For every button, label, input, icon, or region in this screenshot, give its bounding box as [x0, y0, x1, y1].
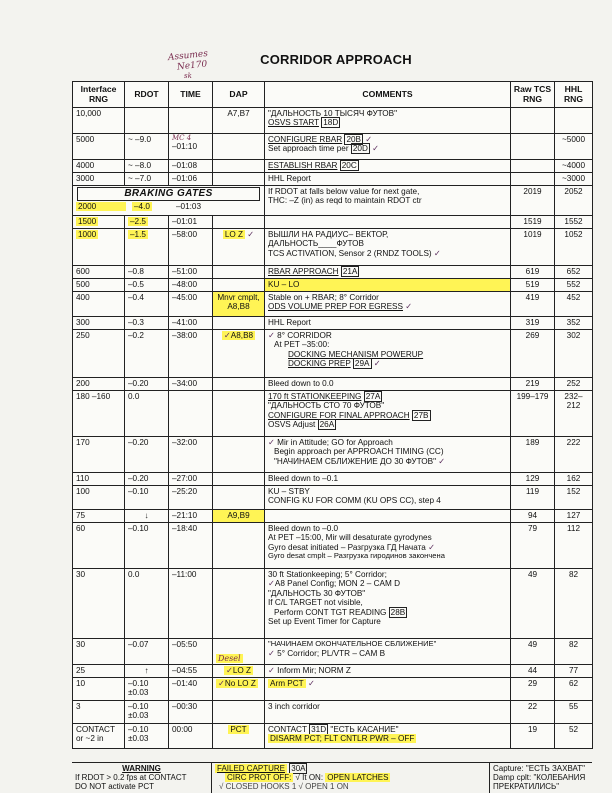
table-row: CONTACT or ~2 in –0.10 ±0.03 00:00 PCT CONTACT 31D "ЕСТЬ КАСАНИЕ" DISARM PCT; FLT CNTLR PWR – OFF 19 52	[73, 724, 593, 749]
check-mark-icon: ✓	[268, 437, 275, 447]
table-row: 4000 ~ –8.0 –01:08 ESTABLISH RBAR 20C ~4000	[73, 160, 593, 173]
check-mark-icon: ✓	[307, 678, 315, 688]
header-hhl: HHL RNG	[555, 82, 593, 108]
capture-box: Capture: "ЕСТЬ ЗАХВАТ" Damp cplt: "КОЛЕБАНИЯ ПРЕКРАТИЛИСЬ"	[493, 764, 586, 791]
table-row: 110 –0.20 –27:00 Bleed down to –0.1 129 162	[73, 473, 593, 486]
table-row: 300 –0.3 –41:00 HHL Report 319 352	[73, 317, 593, 330]
handwritten-annotation: Ne170	[176, 59, 208, 73]
header-time: TIME	[169, 82, 213, 108]
table-row: BRAKING GATES 2000 –4.0 –01:03 If RDOT at falls below value for next gate, THC: –Z (in) as reqd to maintain RDOT ctr 2019 2052	[73, 186, 593, 216]
table-header	[73, 82, 593, 108]
procedure-table	[72, 81, 593, 749]
table-row: 200 –0.20 –34:00 Bleed down to 0.0 219 252	[73, 378, 593, 391]
table-row: 250 –0.2 –38:00 ✓A8,B8 ✓ 8° CORRIDOR At PET –35:00: DOCKING MECHANISM POWERUP DOCKING PREP 29A ✓ 269 302	[73, 330, 593, 378]
table-row: 400 –0.4 –45:00 Mnvr cmplt, A8,B8 Stable on + RBAR; 8° Corridor ODS VOLUME PREP FOR EGRESS ✓ 419 452	[73, 292, 593, 317]
table-row: 10 –0.10 ±0.03 –01:40 ✓No LO Z Arm PCT ✓ 29 62	[73, 678, 593, 701]
table-row: 30 0.0 –11:00 30 ft Stationkeeping; 5° Corridor; ✓A8 Panel Config; MON 2 – CAM D "ДАЛЬНОСТЬ 30 ФУТОВ" If C/L TARGET not visible, Perform CONT TGT READING 28B Set up Event Timer for Capture 49 82	[73, 569, 593, 639]
warning-box: WARNING If RDOT > 0.2 fps at CONTACT DO NOT activate PCT	[72, 763, 212, 793]
table-row: 600 –0.8 –51:00 RBAR APPROACH 21A 619 652	[73, 266, 593, 279]
header-comments: COMMENTS	[265, 82, 511, 108]
table-row: 3 –0.10 ±0.03 –00:30 3 inch corridor 22 55	[73, 701, 593, 724]
table-row: 500 –0.5 –48:00 KU – LO 519 552	[73, 279, 593, 292]
table-row: 100 –0.10 –25:20 KU – STBY CONFIG KU FOR COMM (KU OPS CC), step 4 119 152	[73, 486, 593, 510]
table-row: 5000 ~ –9.0 MC 4 –01:10 CONFIGURE RBAR 20B ✓ Set approach time per 20D ✓ ~5000	[73, 134, 593, 160]
cell-rng: 10,000	[73, 108, 125, 134]
check-mark-icon: ✓	[268, 330, 275, 340]
header-raw: Raw TCS RNG	[511, 82, 555, 108]
header-rng: Interface RNG	[73, 82, 125, 108]
table-row: 75 ↓ –21:10 A9,B9 94 127	[73, 510, 593, 523]
check-mark-icon: ✓	[223, 330, 231, 340]
table-row: 30 –0.07 –05:50 Desel "НАЧИНАЕМ ОКОНЧАТЕЛЬНОЕ СБЛИЖЕНИЕ" ✓ 5° Corridor; PL/VTR – CAM B 49 82	[73, 639, 593, 665]
table-row: 170 –0.20 –32:00 ✓ Mir in Attitude; GO for Approach Begin approach per APPROACH TIMING (CC) "НАЧИНАЕМ СБЛИЖЕНИЕ ДО 30 ФУТОВ" ✓ 189 222	[73, 437, 593, 473]
cell-dap: A7,B7	[213, 108, 265, 134]
check-mark-icon: ✓	[433, 247, 441, 258]
table-row: 25 ↑ –04:55 ✓LO Z ✓ Inform Mir; NORM Z 44 77	[73, 665, 593, 678]
page-title: CORRIDOR APPROACH	[260, 52, 412, 67]
footer-panel	[72, 762, 592, 793]
cell-comments: "ДАЛЬНОСТЬ 10 ТЫСЯЧ ФУТОВ" OSVS START 18D	[265, 108, 511, 134]
check-mark-icon: ✓	[218, 678, 225, 688]
braking-gates-cell: BRAKING GATES 2000 –4.0 –01:03	[73, 186, 265, 216]
header-dap: DAP	[213, 82, 265, 108]
braking-gates-label: BRAKING GATES	[77, 187, 260, 201]
header-rdot: RDOT	[125, 82, 169, 108]
table-row: 60 –0.10 –18:40 Bleed down to –0.0 At PET –15:00, Mir will desaturate gyrodynes Gyro desat initiated – Разгрузка ГД Начата ✓ Gyro desat cmplt – Разгрузка гиродинов закончена 79 112	[73, 523, 593, 569]
check-mark-icon: ✓	[268, 647, 275, 658]
handwritten-annotation: Assumes	[167, 48, 209, 64]
failed-capture-box: FAILED CAPTURE 30A CIRC PROT OFF: √ It ON: OPEN LATCHES √ CLOSED HOOKS 1 √ OPEN 1 ON	[212, 763, 490, 793]
check-mark-icon: ✓	[268, 665, 275, 675]
table-row	[73, 108, 593, 134]
check-mark-icon: ✓	[438, 455, 446, 466]
check-mark-icon: ✓	[405, 301, 413, 312]
table-row: 1500 –2.5 –01:01 1519 1552	[73, 216, 593, 229]
check-mark-icon: ✓	[372, 143, 380, 154]
check-mark-icon: ✓	[268, 578, 275, 589]
check-mark-icon: ✓	[365, 134, 373, 144]
table-row: 180 –160 0.0 170 ft STATIONKEEPING 27A "ДАЛЬНОСТЬ СТО 70 ФУТОВ" CONFIGURE FOR FINAL APPROACH 27B OSVS Adjust 26A 199–179 232–212	[73, 391, 593, 437]
check-mark-icon: ✓	[373, 358, 381, 369]
table-row: 3000 ~ –7.0 –01:06 HHL Report ~3000	[73, 173, 593, 186]
check-mark-icon: ✓	[428, 541, 435, 552]
check-mark-icon: ✓	[225, 665, 233, 675]
check-mark-icon: ✓	[247, 229, 255, 239]
handwritten-annotation: sk	[184, 72, 192, 80]
table-row: 1000 –1.5 –58:00 LO Z ✓ ВЫШЛИ НА РАДИУС– ВЕКТОР, ДАЛЬНОСТЬ____ФУТОВ TCS ACTIVATION, Sensor 2 (RNDZ TOOLS) ✓ 1019 1052	[73, 229, 593, 266]
